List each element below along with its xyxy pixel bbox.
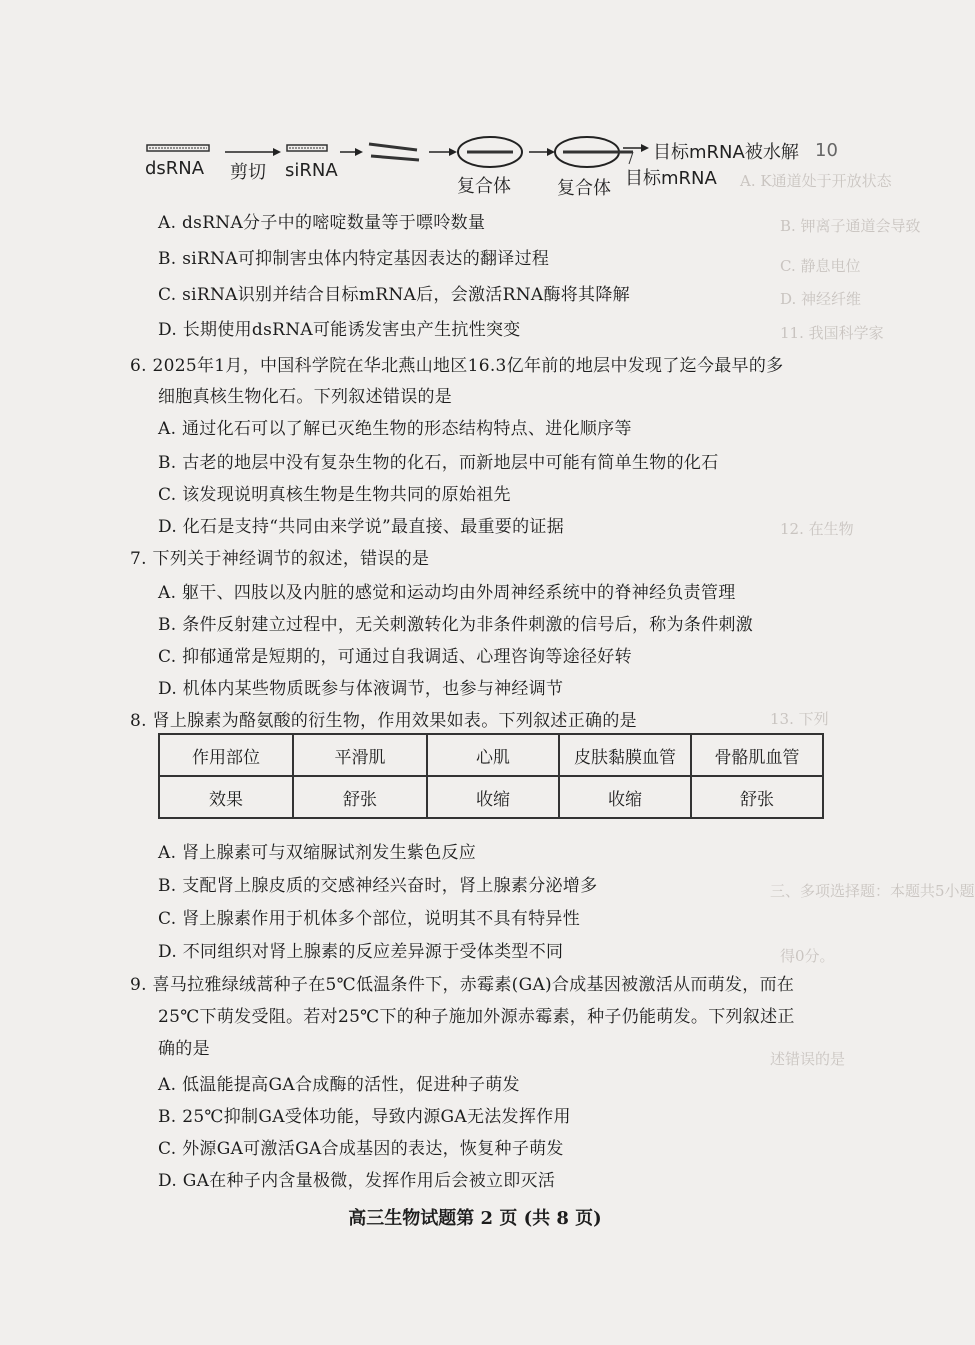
table-header-cell: 骨骼肌血管: [691, 734, 823, 776]
bleed-text: 述错误的是: [770, 1050, 846, 1068]
q5-option-d: D. 长期使用dsRNA可能诱发害虫产生抗性突变: [158, 320, 521, 340]
q7-option-a: A. 躯干、四肢以及内脏的感觉和运动均由外周神经系统中的脊神经负责管理: [158, 583, 736, 603]
q8-option-c: C. 肾上腺素作用于机体多个部位，说明其不具有特异性: [158, 909, 581, 929]
table-header-cell: 作用部位: [159, 734, 293, 776]
q8-option-b: B. 支配肾上腺皮质的交感神经兴奋时，肾上腺素分泌增多: [158, 876, 598, 896]
q9-stem: 9. 喜马拉雅绿绒蒿种子在5℃低温条件下，赤霉素(GA)合成基因被激活从而萌发，而在: [130, 975, 795, 995]
table-cell: 收缩: [559, 776, 691, 818]
table-header-row: [159, 734, 823, 776]
bleed-text: 13. 下列: [770, 710, 829, 728]
table-cell: 效果: [159, 776, 293, 818]
q6-stem: 6. 2025年1月，中国科学院在华北燕山地区16.3亿年前的地层中发现了迄今最早的多: [130, 356, 784, 376]
q9-option-a: A. 低温能提高GA合成酶的活性，促进种子萌发: [158, 1075, 520, 1095]
label-complex-2: 复合体: [557, 178, 611, 199]
q6-stem-cont: 细胞真核生物化石。下列叙述错误的是: [158, 387, 453, 407]
q6-option-a: A. 通过化石可以了解已灭绝生物的形态结构特点、进化顺序等: [158, 419, 632, 439]
q8-option-a: A. 肾上腺素可与双缩脲试剂发生紫色反应: [158, 843, 477, 863]
q9-option-d: D. GA在种子内含量极微，发挥作用后会被立即灭活: [158, 1171, 556, 1191]
table-cell: 舒张: [691, 776, 823, 818]
bleed-text: 得0分。: [780, 947, 835, 965]
page-footer: 高三生物试题第 2 页 (共 8 页): [348, 1208, 602, 1229]
table-row: [159, 776, 823, 818]
table-header-cell: 皮肤黏膜血管: [559, 734, 691, 776]
rnai-diagram: [145, 130, 845, 200]
bleed-text: B. 钾离子通道会导致: [780, 217, 921, 235]
label-complex-1: 复合体: [457, 176, 511, 197]
table-cell: 收缩: [427, 776, 559, 818]
bleed-text: A. K通道处于开放状态: [740, 172, 892, 190]
bleed-text: C. 静息电位: [780, 257, 861, 275]
q9-option-b: B. 25℃抑制GA受体功能，导致内源GA无法发挥作用: [158, 1107, 571, 1127]
q8-effect-table: [158, 733, 824, 819]
q5-option-b: B. siRNA可抑制害虫体内特定基因表达的翻译过程: [158, 249, 550, 269]
q7-option-d: D. 机体内某些物质既参与体液调节，也参与神经调节: [158, 679, 564, 699]
q7-stem: 7. 下列关于神经调节的叙述，错误的是: [130, 549, 430, 569]
label-sirna: siRNA: [285, 160, 338, 181]
table-header-cell: 心肌: [427, 734, 559, 776]
q8-stem: 8. 肾上腺素为酪氨酸的衍生物，作用效果如表。下列叙述正确的是: [130, 711, 637, 731]
bleed-text: D. 神经纤维: [780, 290, 862, 308]
q6-option-b: B. 古老的地层中没有复杂生物的化石，而新地层中可能有简单生物的化石: [158, 453, 719, 473]
label-cut: 剪切: [230, 162, 266, 183]
q5-option-c: C. siRNA识别并结合目标mRNA后，会激活RNA酶将其降解: [158, 285, 630, 305]
q7-option-b: B. 条件反射建立过程中，无关刺激转化为非条件刺激的信号后，称为条件刺激: [158, 615, 754, 635]
q9-stem-cont: 确的是: [158, 1039, 210, 1059]
bleed-text: 11. 我国科学家: [780, 324, 884, 342]
bleed-text: 三、多项选择题：本题共5小题: [770, 882, 975, 900]
question-number-10: 10: [815, 140, 838, 161]
table-cell: 舒张: [293, 776, 427, 818]
label-mrna-hydrolyzed: 目标mRNA被水解: [653, 142, 799, 163]
q7-option-c: C. 抑郁通常是短期的，可通过自我调适、心理咨询等途径好转: [158, 647, 632, 667]
q9-stem-cont: 25℃下萌发受阻。若对25℃下的种子施加外源赤霉素，种子仍能萌发。下列叙述正: [158, 1007, 795, 1027]
q8-option-d: D. 不同组织对肾上腺素的反应差异源于受体类型不同: [158, 942, 564, 962]
label-dsrna: dsRNA: [145, 158, 205, 179]
table-header-cell: 平滑肌: [293, 734, 427, 776]
bleed-text: 12. 在生物: [780, 520, 854, 538]
label-target-mrna: 目标mRNA: [625, 168, 717, 189]
q6-option-c: C. 该发现说明真核生物是生物共同的原始祖先: [158, 485, 511, 505]
q6-option-d: D. 化石是支持“共同由来学说”最直接、最重要的证据: [158, 517, 565, 537]
q5-option-a: A. dsRNA分子中的嘧啶数量等于嘌呤数量: [158, 213, 486, 233]
q9-option-c: C. 外源GA可激活GA合成基因的表达，恢复种子萌发: [158, 1139, 564, 1159]
